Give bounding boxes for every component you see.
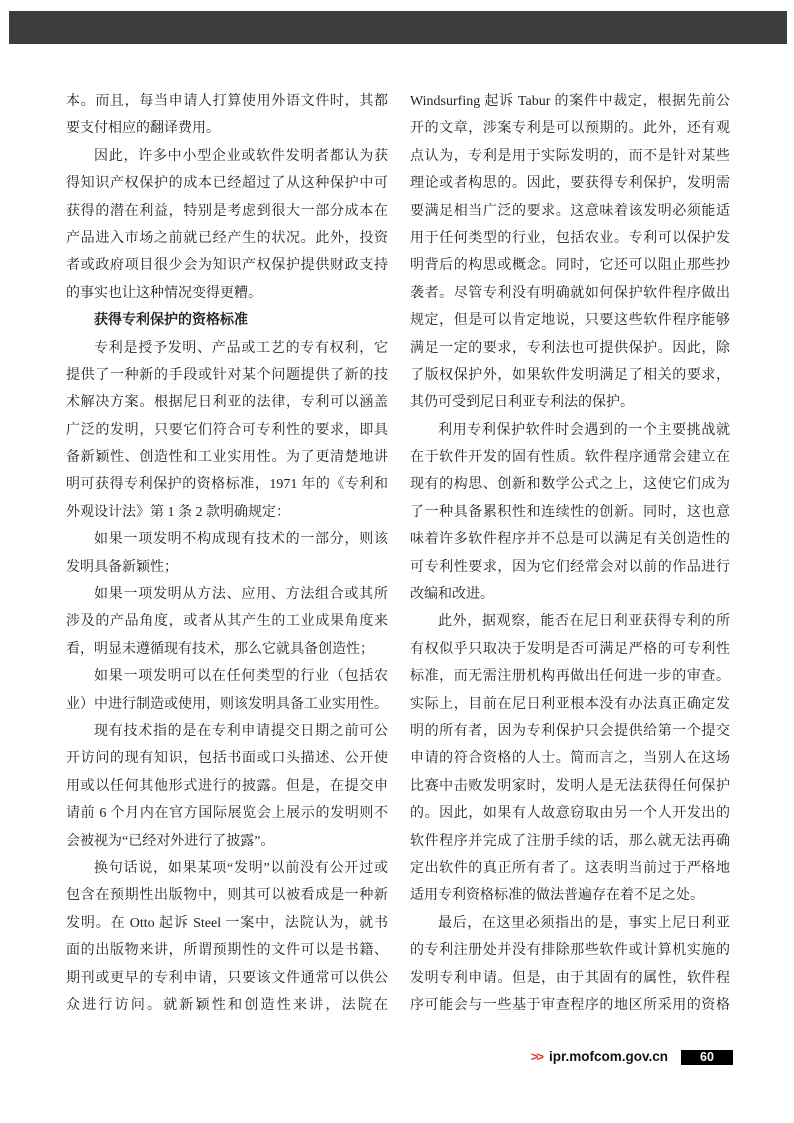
- text-line: 看，明显未遵循现有技术，那么它就具备创造性；: [66, 641, 374, 657]
- text-line: 业）中进行制造或使用，则该发明具备工业实用性。: [66, 696, 388, 712]
- text-line: 得知识产权保护的成本已经超过了从这种保护中可: [66, 176, 388, 192]
- text-line: 要支付相应的翻译费用。: [66, 121, 220, 137]
- page-footer: [531, 1049, 733, 1065]
- text-line: 术解决方案。根据尼日利亚的法律，专利可以涵盖: [66, 395, 388, 411]
- double-chevron-right-icon: >>: [530, 1049, 542, 1064]
- text-line: 备新颖性、创造性和工业实用性。为了更清楚地讲: [66, 450, 388, 466]
- text-line: 用于任何类型的行业，包括农业。专利可以保护发: [410, 230, 730, 246]
- text-line: 专利是授予发明、产品或工艺的专有权利，它: [94, 340, 388, 356]
- text-line: 发明具备新颖性；: [66, 559, 178, 575]
- text-line: 利用专利保护软件时会遇到的一个主要挑战就: [438, 422, 730, 438]
- text-line: 最后，在这里必须指出的是，事实上尼日利亚: [438, 915, 730, 931]
- text-line: 涉及的产品角度，或者从其产生的工业成果角度来: [66, 614, 388, 630]
- text-column-left: [66, 88, 388, 1019]
- text-line: 者或政府项目很少会为知识产权保护提供财政支持: [66, 258, 388, 274]
- text-line: 期刊或更早的专利申请，只要该文件通常可以供公: [66, 970, 388, 986]
- text-line: 点认为，专利是用于实际发明的，而不是针对某些: [410, 148, 730, 164]
- text-line: 标准，而无需注册机构再做出任何进一步的审查。: [410, 669, 730, 685]
- text-line: 了版权保护外，如果软件发明满足了相关的要求，: [410, 367, 730, 383]
- text-line: 明背后的构思或概念。同时，它还可以阻止那些抄: [410, 258, 730, 274]
- text-line: 在于软件开发的固有性质。软件程序通常会建立在: [410, 450, 730, 466]
- text-line: Windsurfing 起诉 Tabur 的案件中裁定，根据先前公: [410, 94, 730, 109]
- footer-site-url: ipr.mofcom.gov.cn: [548, 1049, 668, 1064]
- text-line: 如果一项发明不构成现有技术的一部分，则该: [94, 532, 388, 548]
- text-line: 开访问的现有知识，包括书面或口头描述、公开使: [66, 751, 388, 767]
- text-line: 的事实也让这种情况变得更糟。: [66, 285, 262, 301]
- text-line: 如果一项发明从方法、应用、方法组合或其所: [94, 587, 388, 603]
- text-line: 比赛中击败发明家时，发明人是无法获得任何保护: [410, 778, 730, 794]
- text-line: 用或以任何其他形式进行的披露。但是，在提交申: [66, 778, 388, 794]
- section-heading: 获得专利保护的资格标准: [94, 313, 248, 329]
- text-line: 软件程序并完成了注册手续的话，那么就无法再确: [410, 833, 730, 849]
- text-line: 此外，据观察，能否在尼日利亚获得专利的所: [438, 614, 730, 630]
- text-line: 的专利注册处并没有排除那些软件或计算机实施的: [410, 943, 730, 959]
- text-line: 获得的潜在利益，特别是考虑到很大一部分成本在: [66, 203, 388, 219]
- text-line: 明的所有者，因为专利保护只会提供给第一个提交: [410, 723, 730, 739]
- text-line: 袭者。尽管专利没有明确就如何保护软件程序做出: [410, 285, 730, 301]
- page-number-badge: 60: [681, 1050, 733, 1065]
- text-line: 满足一定的要求，专利法也可提供保护。因此，除: [410, 340, 730, 356]
- text-line: 众进行访问。就新颖性和创造性来讲，法院在: [66, 997, 388, 1013]
- text-line: 因此，许多中小型企业或软件发明者都认为获: [94, 148, 388, 164]
- text-line: 现有技术指的是在专利申请提交日期之前可公: [94, 723, 388, 739]
- text-line: 适用专利资格标准的做法普遍存在着不足之处。: [410, 888, 704, 904]
- page-header-bar: [9, 11, 787, 44]
- text-line: 面的出版物来讲，所谓预期性的文件可以是书籍、: [66, 943, 388, 959]
- text-line: 其仍可受到尼日利亚专利法的保护。: [410, 395, 634, 411]
- text-line: 实际上，目前在尼日利亚根本没有办法真正确定发: [410, 696, 730, 712]
- text-line: 有权似乎只取决于发明是否可满足严格的可专利性: [410, 641, 730, 657]
- text-line: 包含在预期性出版物中，则其可以被看成是一种新: [66, 888, 388, 904]
- text-line: 申请的符合资格的人士。简而言之，当别人在这场: [410, 751, 730, 767]
- text-line: 请前 6 个月内在官方国际展览会上展示的发明则不: [66, 806, 388, 822]
- text-line: 产品进入市场之前就已经产生的状况。此外，投资: [66, 230, 388, 246]
- text-line: 规定，但是可以肯定地说，只要这些软件程序能够: [410, 313, 730, 329]
- text-column-right: [410, 88, 730, 1019]
- text-line: 发明专利申请。但是，由于其固有的属性，软件程: [410, 970, 730, 986]
- text-line: 要满足相当广泛的要求。这意味着该发明必须能适: [410, 203, 730, 219]
- text-line: 现有的构思、创新和数学公式之上，这使它们成为: [410, 477, 730, 493]
- text-line: 味着许多软件程序并不总是可以满足有关创造性的: [410, 532, 730, 548]
- text-line: 发明。在 Otto 起诉 Steel 一案中，法院认为，就书: [66, 915, 388, 931]
- text-line: 如果一项发明可以在任何类型的行业（包括农: [94, 669, 388, 685]
- text-line: 换句话说，如果某项“发明”以前没有公开过或: [94, 860, 388, 876]
- text-line: 明可获得专利保护的资格标准，1971 年的《专利和: [66, 477, 388, 493]
- text-line: 可专利性要求，因为它们经常会对以前的作品进行: [410, 559, 730, 575]
- text-line: 会被视为“已经对外进行了披露”。: [66, 833, 275, 849]
- text-line: 开的文章，涉案专利是可以预期的。此外，还有观: [410, 121, 730, 137]
- text-line: 改编和改进。: [410, 587, 494, 603]
- text-line: 提供了一种新的手段或针对某个问题提供了新的技: [66, 367, 388, 383]
- text-line: 定出软件的真正所有者了。这表明当前过于严格地: [410, 860, 730, 876]
- text-line: 序可能会与一些基于审查程序的地区所采用的资格: [410, 997, 730, 1013]
- text-line: 了一种具备累积性和连续性的创新。同时，这也意: [410, 504, 730, 520]
- text-line: 的。因此，如果有人故意窃取由另一个人开发出的: [410, 806, 730, 822]
- text-line: 外观设计法》第 1 条 2 款明确规定：: [66, 504, 290, 520]
- text-line: 理论或者构思的。因此，要获得专利保护，发明需: [410, 176, 730, 192]
- text-line: 广泛的发明，只要它们符合可专利性的要求，即具: [66, 422, 388, 438]
- text-line: 本。而且，每当申请人打算使用外语文件时，其都: [66, 94, 388, 109]
